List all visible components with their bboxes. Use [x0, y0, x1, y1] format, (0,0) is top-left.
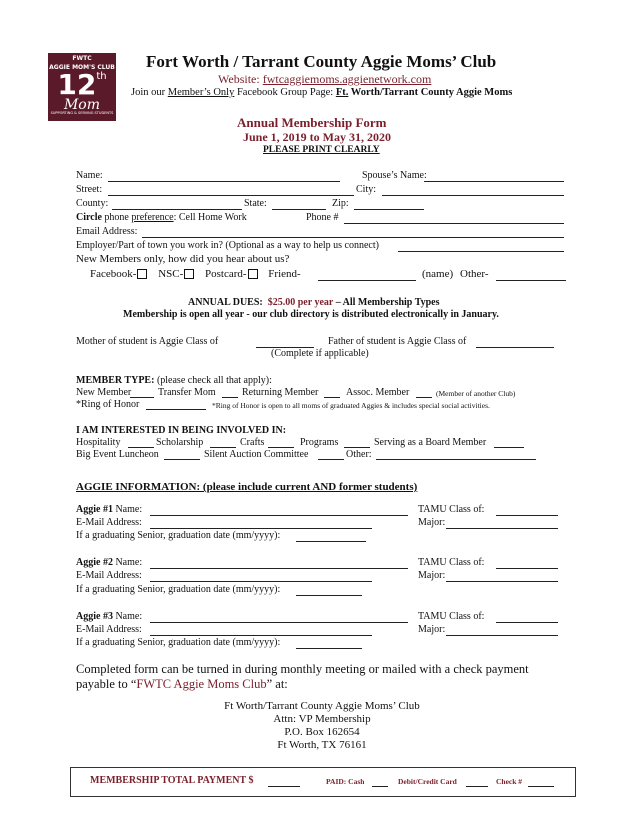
aggie1-name-field[interactable]: [150, 515, 408, 516]
assoc-note: (Member of another Club): [436, 389, 516, 398]
aggie1-grad-label: If a graduating Senior, graduation date (mm/yyyy):: [76, 530, 281, 541]
aggie1-major-field[interactable]: [446, 528, 558, 529]
preference-word: preference: [131, 212, 174, 223]
ring-label: *Ring of Honor: [76, 399, 140, 410]
total-payment-label: MEMBERSHIP TOTAL PAYMENT $: [90, 775, 254, 786]
member-type-rest: (please check all that apply):: [154, 375, 272, 386]
hospitality-label: Hospitality: [76, 437, 121, 448]
fb-page-a[interactable]: Ft.: [335, 87, 349, 98]
aggie3-tamu-label: TAMU Class of:: [418, 611, 485, 622]
dues-amount: $25.00 per year: [267, 297, 334, 308]
payable-name: FWTC Aggie Moms Club: [136, 677, 267, 691]
logo-num: 12: [57, 68, 97, 101]
fb-members-link[interactable]: Member’s Only: [167, 87, 235, 98]
interest-other-field[interactable]: [376, 459, 536, 460]
aggie2-name-field[interactable]: [150, 568, 408, 569]
logo-line1: FWTC: [72, 55, 92, 62]
logo-word: Mom: [63, 97, 101, 113]
aggie3-label: Aggie #3: [76, 611, 113, 622]
email-label: Email Address:: [76, 226, 138, 237]
aggie1-major-label: Major:: [418, 517, 446, 528]
address-line2: Attn: VP Membership: [273, 713, 371, 725]
aggie3-grad-field[interactable]: [296, 648, 362, 649]
check-field[interactable]: [528, 786, 554, 787]
aggie2-grad-label: If a graduating Senior, graduation date (mm/yyyy):: [76, 584, 281, 595]
ring-check[interactable]: [146, 409, 206, 410]
dues-line: [188, 297, 440, 308]
mother-class-label: Mother of student is Aggie Class of: [76, 336, 219, 347]
name-label: Name:: [76, 170, 103, 181]
street-label: Street:: [76, 184, 103, 195]
aggie1-email-label: E-Mail Address:: [76, 517, 142, 528]
zip-label: Zip:: [332, 198, 349, 209]
aggie3-grad-label: If a graduating Senior, graduation date (mm/yyyy):: [76, 637, 281, 648]
postcard-checkbox[interactable]: [248, 269, 258, 279]
returning-check[interactable]: [324, 397, 340, 398]
completed-line1: Completed form can be turned in during monthly meeting or mailed with a check payment: [76, 662, 529, 676]
website-line: [218, 72, 431, 87]
friend-option: Friend-: [268, 268, 301, 280]
aggie2-grad-field[interactable]: [296, 595, 362, 596]
address-line4: Ft Worth, TX 76161: [277, 739, 367, 751]
father-class-field[interactable]: [476, 347, 554, 348]
aggie3-email-label: E-Mail Address:: [76, 624, 142, 635]
class-note: (Complete if applicable): [271, 348, 369, 359]
phone-word: phone: [101, 212, 132, 223]
aggie1-label: Aggie #1: [76, 504, 113, 515]
dues-label: ANNUAL DUES:: [188, 297, 263, 308]
other-label: Other-: [460, 268, 489, 280]
employer-label: Employer/Part of town you work in? (Optional as a way to help us connect): [76, 240, 379, 251]
assoc-check[interactable]: [416, 397, 432, 398]
aggie1-tamu-label: TAMU Class of:: [418, 504, 485, 515]
dues-rest: – All Membership Types: [333, 297, 440, 308]
postcard-option: Postcard-: [205, 268, 247, 280]
aggie3-major-label: Major:: [418, 624, 446, 635]
phone-pref-line: [76, 212, 247, 223]
aggie1-name-label: [76, 504, 142, 515]
county-label: County:: [76, 198, 109, 209]
fb-mid: Facebook Group Page:: [234, 87, 336, 98]
dues-note: Membership is open all year - our club directory is distributed electronically in January.: [123, 309, 499, 320]
name-paren: (name): [422, 268, 454, 280]
club-logo: [48, 53, 116, 121]
address-line1: Ft Worth/Tarrant County Aggie Moms’ Club: [224, 700, 420, 712]
aggie2-email-field[interactable]: [150, 581, 372, 582]
assoc-label: Assoc. Member: [346, 387, 410, 398]
aggie2-tamu-label: TAMU Class of:: [418, 557, 485, 568]
city-field[interactable]: [382, 195, 564, 196]
aggie2-major-label: Major:: [418, 570, 446, 581]
aggie3-name-label: [76, 611, 142, 622]
father-class-label: Father of student is Aggie Class of: [328, 336, 467, 347]
silent-auction-check[interactable]: [318, 459, 344, 460]
ring-note: *Ring of Honor is open to all moms of graduated Aggies & includes special social activities.: [212, 401, 490, 410]
print-clearly: PLEASE PRINT CLEARLY: [263, 145, 380, 155]
facebook-line: [131, 87, 512, 98]
board-label: Serving as a Board Member: [374, 437, 487, 448]
facebook-option: Facebook-: [90, 268, 137, 280]
debit-label: Debit/Credit Card: [398, 777, 457, 786]
phone-label: Phone #: [306, 212, 339, 223]
aggie3-major-field[interactable]: [446, 635, 558, 636]
form-title: Annual Membership Form: [237, 115, 387, 130]
fb-page-b: Worth/Tarrant County Aggie Moms: [348, 87, 513, 98]
logo-tagline: SUPPORTING & SERVING STUDENTS: [50, 111, 114, 115]
scholarship-label: Scholarship: [156, 437, 204, 448]
programs-label: Programs: [300, 437, 339, 448]
payable-suffix: ” at:: [266, 677, 288, 691]
member-type-label: MEMBER TYPE:: [76, 375, 155, 386]
new-member-label: New Member: [76, 387, 132, 398]
member-type-heading: [76, 375, 272, 386]
circle-word: Circle: [76, 212, 102, 223]
website-link[interactable]: fwtcaggiemoms.aggienetwork.com: [262, 72, 432, 86]
aggie1-grad-field[interactable]: [296, 541, 366, 542]
aggie3-tamu-field[interactable]: [496, 622, 558, 623]
state-field[interactable]: [272, 209, 326, 210]
phone-options[interactable]: : Cell Home Work: [173, 212, 247, 223]
employer-field[interactable]: [398, 251, 564, 252]
club-title: Fort Worth / Tarrant County Aggie Moms’ Club: [146, 52, 497, 71]
crafts-label: Crafts: [240, 437, 265, 448]
aggie1-name-word: Name:: [112, 504, 143, 515]
big-event-check[interactable]: [164, 459, 200, 460]
paid-cash-label: PAID: Cash: [326, 777, 365, 786]
debit-field[interactable]: [466, 786, 488, 787]
returning-label: Returning Member: [242, 387, 319, 398]
aggie3-email-field[interactable]: [150, 635, 372, 636]
nsc-option: NSC-: [158, 268, 184, 280]
check-label: Check #: [496, 777, 523, 786]
city-label: City:: [356, 184, 377, 195]
hear-about-line: [90, 268, 301, 280]
crafts-check[interactable]: [268, 447, 294, 448]
aggie1-tamu-field[interactable]: [496, 515, 558, 516]
logo-suffix: th: [96, 71, 107, 82]
aggie2-email-label: E-Mail Address:: [76, 570, 142, 581]
interest-other-label: Other:: [346, 449, 372, 460]
aggie2-name-label: [76, 557, 142, 568]
aggie2-name-word: Name:: [112, 557, 143, 568]
aggie2-label: Aggie #2: [76, 557, 113, 568]
completed-line2: [76, 677, 288, 692]
aggie3-name-field[interactable]: [150, 622, 408, 623]
scholarship-check[interactable]: [210, 447, 236, 448]
paid-cash-field[interactable]: [372, 786, 388, 787]
transfer-label: Transfer Mom: [158, 387, 216, 398]
name-field[interactable]: [108, 181, 340, 182]
website-label: Website:: [218, 72, 263, 86]
interests-heading: I AM INTERESTED IN BEING INVOLVED IN:: [76, 425, 287, 436]
aggie-info-heading: AGGIE INFORMATION: (please include current AND former students): [76, 481, 418, 493]
aggie1-email-field[interactable]: [150, 528, 372, 529]
spouse-field[interactable]: [424, 181, 564, 182]
payable-prefix: payable to “: [76, 677, 137, 691]
new-member-check[interactable]: [130, 397, 154, 398]
facebook-checkbox[interactable]: [137, 269, 147, 279]
hospitality-check[interactable]: [128, 447, 154, 448]
form-dates: June 1, 2019 to May 31, 2020: [243, 130, 391, 144]
silent-auction-label: Silent Auction Committee: [204, 449, 309, 460]
big-event-label: Big Event Luncheon: [76, 449, 159, 460]
street-field[interactable]: [108, 195, 354, 196]
transfer-check[interactable]: [222, 397, 238, 398]
aggie2-major-field[interactable]: [446, 581, 558, 582]
phone-field[interactable]: [344, 223, 564, 224]
state-label: State:: [244, 198, 267, 209]
email-field[interactable]: [142, 237, 564, 238]
new-members-label: New Members only, how did you hear about us?: [76, 253, 290, 265]
total-payment-field[interactable]: [268, 786, 300, 787]
logo-number: [48, 68, 116, 101]
fb-prefix: Join our: [131, 87, 168, 98]
zip-field[interactable]: [354, 209, 424, 210]
county-field[interactable]: [112, 209, 242, 210]
other-field[interactable]: [496, 280, 566, 281]
board-check[interactable]: [494, 447, 524, 448]
spouse-label: Spouse’s Name:: [362, 170, 427, 181]
aggie3-name-word: Name:: [112, 611, 143, 622]
programs-check[interactable]: [344, 447, 370, 448]
address-line3: P.O. Box 162654: [284, 726, 360, 738]
friend-name-field[interactable]: [318, 280, 416, 281]
nsc-checkbox[interactable]: [184, 269, 194, 279]
logo-line2: AGGIE MOM'S CLUB: [49, 64, 115, 71]
aggie2-tamu-field[interactable]: [496, 568, 558, 569]
